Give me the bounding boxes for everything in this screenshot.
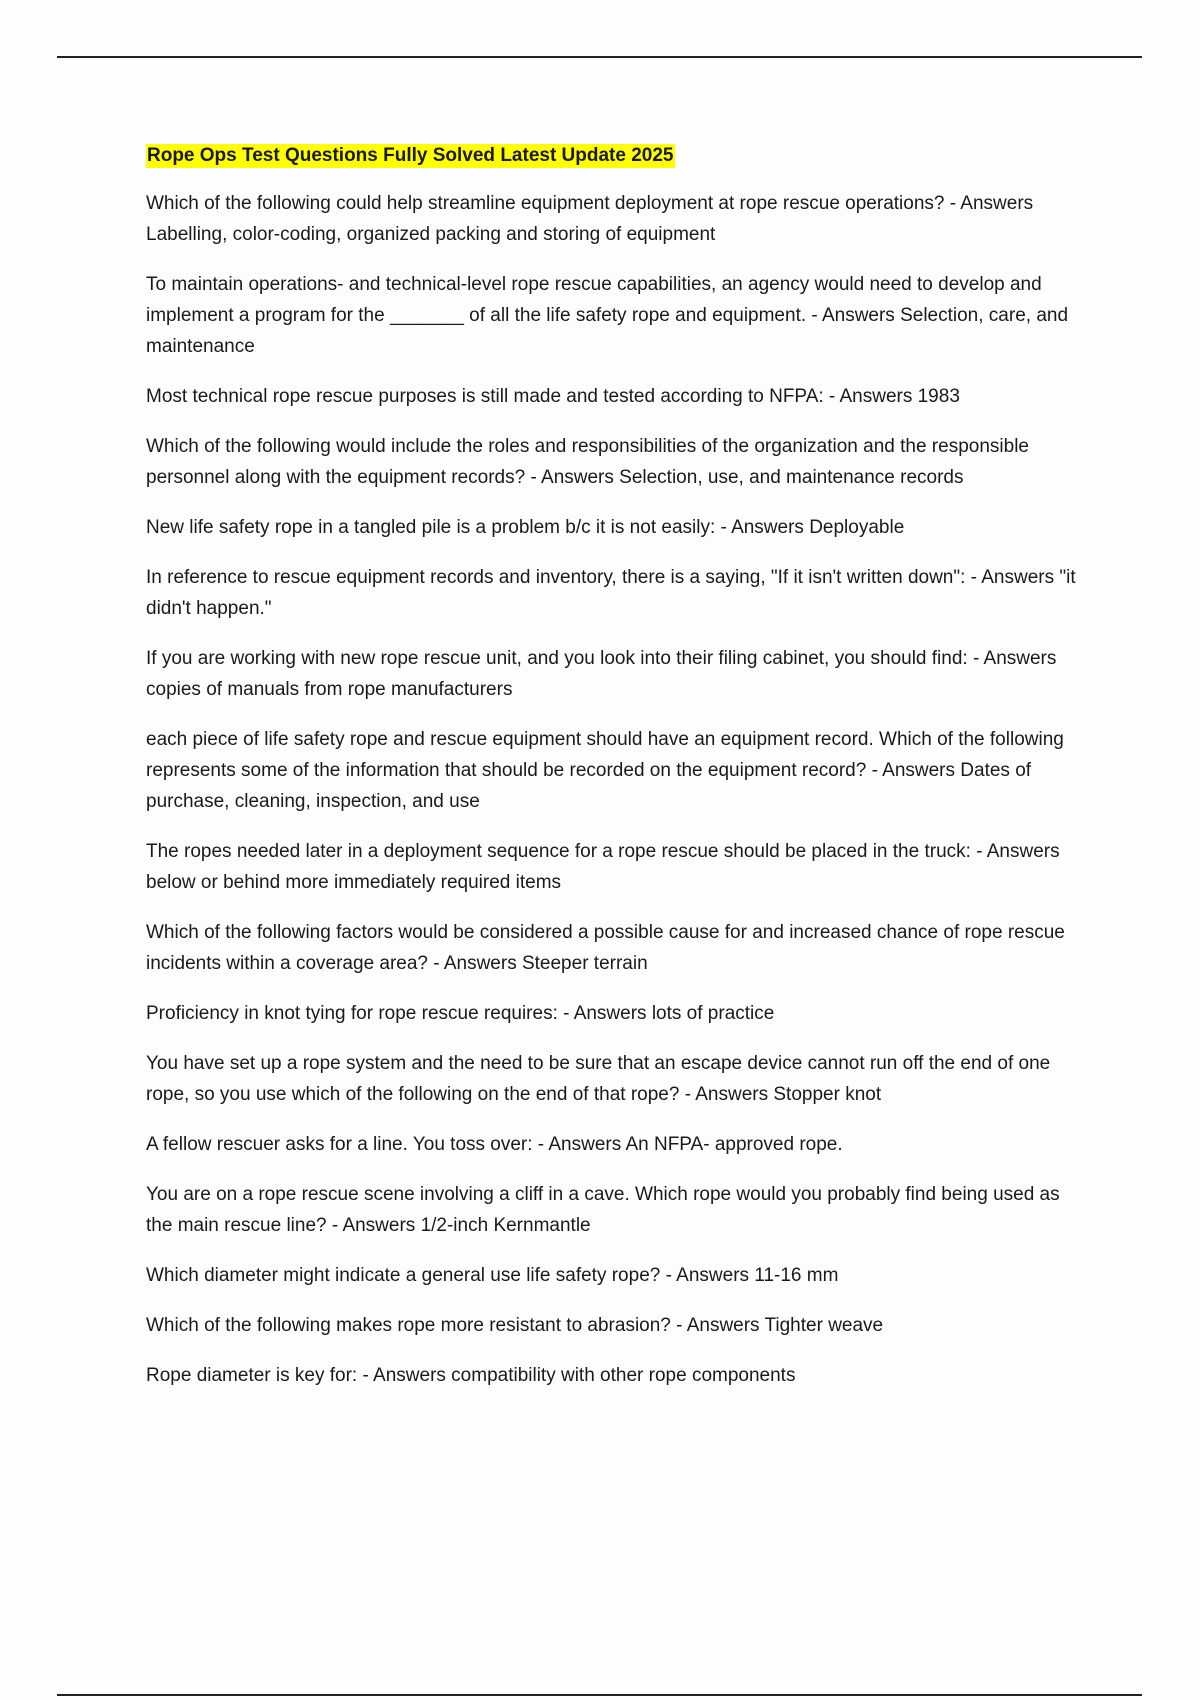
qa-entry-9: The ropes needed later in a deployment sequence for a rope rescue should be placed in the truck: - Answers below or behind more immediately required items bbox=[146, 841, 1060, 893]
qa-entry-10: Which of the following factors would be considered a possible cause for and increased chance of rope rescue incidents within a coverage area? - Answers Steeper terrain bbox=[146, 922, 1065, 974]
qa-entry-3: Most technical rope rescue purposes is still made and tested according to NFPA: - Answers 1983 bbox=[146, 386, 960, 407]
qa-entry-7: If you are working with new rope rescue unit, and you look into their filing cabinet, you should find: - Answers copies of manuals from rope manufacturers bbox=[146, 648, 1057, 700]
qa-entry-6: In reference to rescue equipment records and inventory, there is a saying, "If it isn't written down": - Answers "it didn't happen." bbox=[146, 567, 1076, 619]
qa-entry-16: Which of the following makes rope more resistant to abrasion? - Answers Tighter weave bbox=[146, 1315, 884, 1336]
qa-entry-11: Proficiency in knot tying for rope rescue requires: - Answers lots of practice bbox=[146, 1003, 775, 1024]
document-body bbox=[146, 144, 1086, 1410]
qa-entry-8: each piece of life safety rope and rescue equipment should have an equipment record. Which of the following represents some of the information that should be recorded on the equipment record? - Answers Dates of purchase, cleaning, inspection, and use bbox=[146, 729, 1064, 812]
header-rule bbox=[57, 56, 1142, 58]
qa-entry-1: Which of the following could help streamline equipment deployment at rope rescue operations? - Answers Labelling, color-coding, organized packing and storing of equipment bbox=[146, 193, 1034, 245]
footer-rule bbox=[57, 1694, 1142, 1696]
qa-entry-13: A fellow rescuer asks for a line. You toss over: - Answers An NFPA- approved rope. bbox=[146, 1134, 843, 1155]
qa-entry-17: Rope diameter is key for: - Answers compatibility with other rope components bbox=[146, 1365, 796, 1386]
document-title: Rope Ops Test Questions Fully Solved Latest Update 2025 bbox=[147, 145, 674, 166]
qa-entry-14: You are on a rope rescue scene involving a cliff in a cave. Which rope would you probably find being used as the main rescue line? - Answers 1/2-inch Kernmantle bbox=[146, 1184, 1060, 1236]
qa-entry-4: Which of the following would include the roles and responsibilities of the organization and the responsible personnel along with the equipment records? - Answers Selection, use, and maintenance records bbox=[146, 436, 1029, 488]
qa-entry-15: Which diameter might indicate a general use life safety rope? - Answers 11-16 mm bbox=[146, 1265, 839, 1286]
qa-entry-5: New life safety rope in a tangled pile is a problem b/c it is not easily: - Answers Deployable bbox=[146, 517, 905, 538]
qa-entry-2: To maintain operations- and technical-level rope rescue capabilities, an agency would need to develop and implement a program for the _______ of all the life safety rope and equipment. - Answers Selection, care, and maintenance bbox=[146, 274, 1069, 357]
qa-entry-12: You have set up a rope system and the need to be sure that an escape device cannot run off the end of one rope, so you use which of the following on the end of that rope? - Answers Stopper knot bbox=[146, 1053, 1051, 1105]
